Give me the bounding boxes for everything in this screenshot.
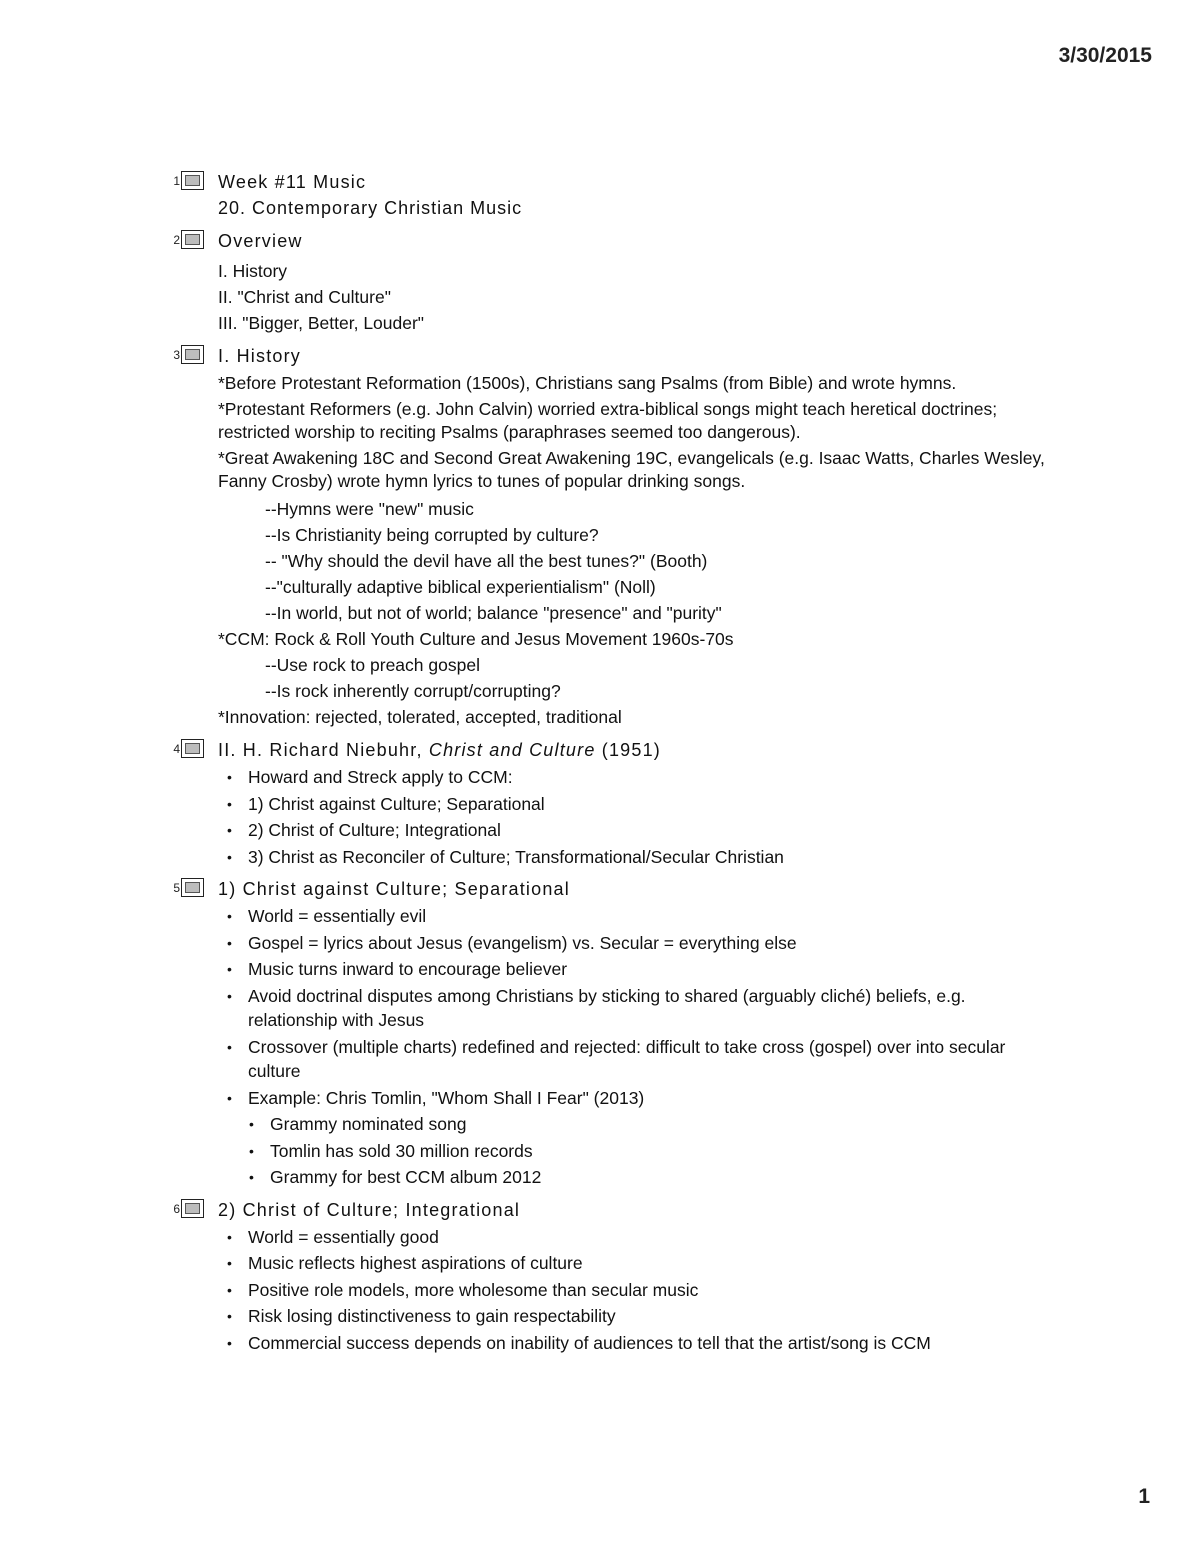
- slide-number: 5: [173, 881, 180, 895]
- slide-line: --Is Christianity being corrupted by culture?: [265, 525, 599, 545]
- slide-title-suffix: (1951): [595, 740, 661, 760]
- slide-number: 4: [173, 742, 180, 756]
- slide-thumbnail-icon[interactable]: [181, 1199, 204, 1218]
- bullet-item: • 1) Christ against Culture; Separational: [218, 792, 1048, 817]
- slide-title-book: Christ and Culture: [428, 740, 596, 760]
- bullet-item: • World = essentially good: [218, 1225, 1048, 1250]
- slide-entry: [168, 170, 1048, 221]
- slide-number: 1: [173, 174, 180, 188]
- bullet-item: • Crossover (multiple charts) redefined and rejected: difficult to take cross (gospel) over into secular culture: [218, 1035, 1048, 1084]
- slide-line: --Is rock inherently corrupt/corrupting?: [265, 681, 561, 701]
- bullet-item: • 2) Christ of Culture; Integrational: [218, 818, 1048, 843]
- slide-entry: [168, 229, 1048, 336]
- slide-number: 3: [173, 348, 180, 362]
- slide-title: Week #11 Music: [218, 172, 367, 192]
- slide-thumbnail-icon[interactable]: [181, 345, 204, 364]
- slide-line: -- "Why should the devil have all the best tunes?" (Booth): [265, 551, 708, 571]
- slide-line: 20. Contemporary Christian Music: [218, 198, 523, 218]
- slide-line: II. "Christ and Culture": [218, 287, 391, 307]
- page-number: 1: [1138, 1485, 1150, 1508]
- slide-thumbnail-icon[interactable]: [181, 171, 204, 190]
- slide-title: 1) Christ against Culture; Separational: [218, 879, 570, 899]
- sub-bullet-item: • Grammy for best CCM album 2012: [218, 1165, 1048, 1190]
- slide-title-prefix: II. H. Richard Niebuhr,: [218, 740, 429, 760]
- bullet-list: [218, 904, 1048, 1190]
- slide-line: *Before Protestant Reformation (1500s), Christians sang Psalms (from Bible) and wrote hymns.: [218, 373, 957, 393]
- print-date: 3/30/2015: [1058, 44, 1152, 67]
- slide-number: 2: [173, 233, 180, 247]
- bullet-item: • Risk losing distinctiveness to gain respectability: [218, 1304, 1048, 1329]
- notes-outline: [168, 170, 1048, 1363]
- bullet-item: • Gospel = lyrics about Jesus (evangelism) vs. Secular = everything else: [218, 931, 1048, 956]
- slide-title: [218, 738, 1048, 763]
- bullet-item: • 3) Christ as Reconciler of Culture; Transformational/Secular Christian: [218, 845, 1048, 870]
- bullet-item: • Music turns inward to encourage believer: [218, 957, 1048, 982]
- slide-line: --"culturally adaptive biblical experientialism" (Noll): [265, 577, 656, 597]
- slide-line: *CCM: Rock & Roll Youth Culture and Jesus Movement 1960s-70s: [218, 629, 734, 649]
- slide-line: --Use rock to preach gospel: [265, 655, 480, 675]
- sub-bullet-item: • Grammy nominated song: [218, 1112, 1048, 1137]
- slide-number: 6: [173, 1201, 180, 1216]
- slide-entry: [168, 738, 1048, 869]
- slide-title: 2) Christ of Culture; Integrational: [218, 1199, 521, 1220]
- slide-thumbnail-icon[interactable]: [181, 878, 204, 897]
- bullet-item: • Avoid doctrinal disputes among Christians by sticking to shared (arguably cliché) beliefs, e.g. relationship with Jesus: [218, 984, 1048, 1033]
- bullet-list: [218, 765, 1048, 869]
- bullet-item: • Music reflects highest aspirations of culture: [218, 1251, 1048, 1276]
- slide-line: --In world, but not of world; balance "presence" and "purity": [265, 603, 722, 623]
- slide-title: I. History: [218, 346, 302, 366]
- slide-entry: [168, 877, 1048, 1190]
- bullet-item: • Howard and Streck apply to CCM:: [218, 765, 1048, 790]
- slide-entry: [168, 1198, 1048, 1356]
- sub-bullet-item: • Tomlin has sold 30 million records: [218, 1139, 1048, 1164]
- bullet-item: • Example: Chris Tomlin, "Whom Shall I Fear" (2013): [218, 1086, 1048, 1111]
- slide-line: *Great Awakening 18C and Second Great Awakening 19C, evangelicals (e.g. Isaac Watts, Charles Wesley, Fanny Crosby) wrote hymn lyrics to tunes of popular drinking songs.: [218, 448, 1045, 491]
- slide-line: I. History: [218, 261, 288, 281]
- bullet-item: • Commercial success depends on inability of audiences to tell that the artist/song is CCM: [218, 1331, 1048, 1356]
- slide-line: --Hymns were "new" music: [265, 499, 474, 519]
- slide-title: Overview: [218, 231, 303, 251]
- slide-line: *Protestant Reformers (e.g. John Calvin) worried extra-biblical songs might teach heretical doctrines; restricted worship to reciting Psalms (paraphrases seemed too dangerous).: [218, 399, 998, 442]
- bullet-list: [218, 1225, 1048, 1356]
- slide-line: III. "Bigger, Better, Louder": [218, 313, 425, 333]
- bullet-item: • Positive role models, more wholesome than secular music: [218, 1278, 1048, 1303]
- slide-thumbnail-icon[interactable]: [181, 739, 204, 758]
- slide-entry: [168, 344, 1048, 730]
- slide-thumbnail-icon[interactable]: [181, 230, 204, 249]
- bullet-item: • World = essentially evil: [218, 904, 1048, 929]
- slide-line: *Innovation: rejected, tolerated, accepted, traditional: [218, 707, 622, 727]
